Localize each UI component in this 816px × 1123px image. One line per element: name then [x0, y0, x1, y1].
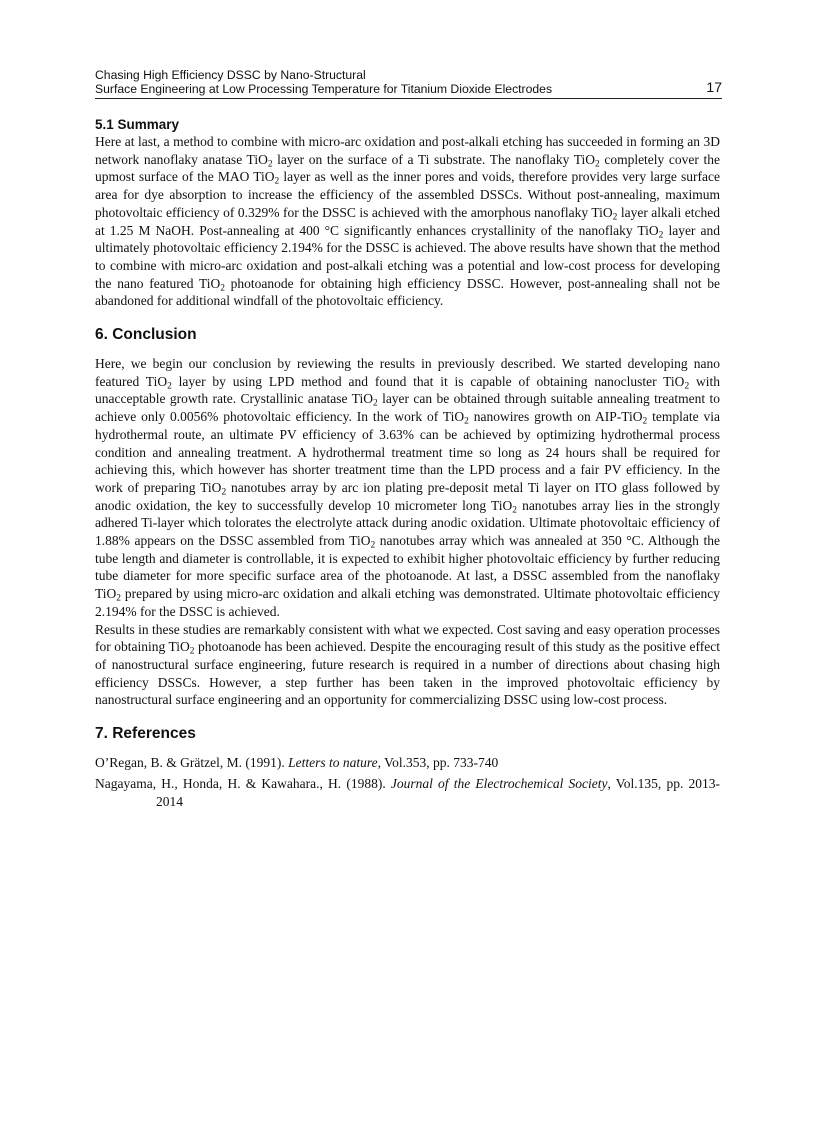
text-run: layer and ultimately photovoltaic efficiency 2.194% for the DSSC is achieved. The above results have shown that the method to combine with micro-arc oxidation and post-alkali etching was a potential and low-cost process for developing the nano featured TiO — [95, 222, 720, 291]
text-run: template via hydrothermal route, an ultimate PV efficiency of 3.63% can be achieved by optimizing hydrothermal process condition and annealing treatment. A hydrothermal treatment time so long as 24 hours shall be required for achieving this, which however has shorter treatment time than the LPD process and a fair PV efficiency. In the work of preparing TiO — [95, 409, 720, 495]
subscript: 2 — [684, 381, 690, 392]
text-run: nanotubes array which was annealed at 350 °C. Although the tube length and diameter is controllable, it is expected to exhibit higher photovoltaic efficiency by further reducing tube diameter for more specific surface area of the photoanode. At last, a DSSC assembled from the nanoflaky TiO — [95, 533, 720, 602]
text-run: nanowires growth on AIP-TiO — [468, 409, 643, 425]
text-run: photoanode for obtaining high efficiency DSSC. However, post-annealing shall not be abandoned for additional windfall of the photovoltaic efficiency. — [95, 275, 720, 309]
reference-authors: Nagayama, H., Honda, H. & Kawahara., H. (1988). — [95, 775, 391, 791]
text-run: layer as well as the inner pores and voids, therefore provides very large surface area for dye absorption to increase the efficiency of the assembled DSSCs. Without post-annealing, maximum photovoltaic efficiency of 0.329% for the DSSC is achieved with the amorphous nanoflaky TiO — [95, 169, 720, 220]
text-run: Here at last, a method to combine with micro-arc oxidation and post-alkali etching has succeeded in forming an 3D network nanoflaky anatase TiO — [95, 134, 720, 167]
text-run: layer can be obtained through suitable annealing treatment to achieve only 0.0056% photovoltaic efficiency. In the work of TiO — [95, 391, 721, 425]
running-header — [95, 68, 722, 96]
text-run: layer on the surface of a Ti substrate. The nanoflaky TiO — [272, 151, 595, 167]
conclusion-paragraph-1 — [95, 355, 720, 621]
reference-details: , Vol.135, pp. 2013-2014 — [156, 775, 720, 809]
text-run: Results in these studies are remarkably consistent with what we expected. Cost saving and easy operation processes for obtaining TiO — [95, 621, 720, 655]
text-run: nanotubes array lies in the strongly adhered Ti-layer which tolorates the electrolyte attack during anodic oxidation. Ultimate photovoltaic efficiency of 1.88% appears on the DSSC assembled from TiO — [95, 497, 720, 549]
header-rule — [95, 98, 722, 99]
running-title-line-1: Chasing High Efficiency DSSC by Nano-Structural — [95, 68, 366, 82]
subscript: 2 — [464, 416, 469, 427]
subscript: 2 — [221, 487, 227, 498]
reference-journal: Letters to nature — [288, 755, 378, 771]
text-run: prepared by using micro-arc oxidation and alkali etching was demonstrated. Ultimate photovoltaic efficiency 2.194% for the DSSC is achieved. — [95, 586, 720, 619]
summary-paragraph — [95, 133, 720, 310]
subscript: 2 — [658, 229, 664, 240]
section-heading-conclusion: 6. Conclusion — [95, 326, 197, 344]
section-heading-summary: 5.1 Summary — [95, 117, 180, 132]
reference-details: , Vol.353, pp. 733-740 — [377, 755, 499, 771]
text-run: with unacceptable growth rate. Crystallinic anatase TiO — [95, 373, 720, 407]
text-run: photoanode has been achieved. Despite the encouraging result of this study as the positive effect of nanostructural surface engineering, future research is required in a number of directions about chasing high efficiency DSSCs. However, a step further has been taken in the improved photovoltaic efficiency by nanostructural surface engineering and an opportunity for commercializing DSSC using low-cost process. — [95, 639, 721, 708]
text-run: completely cover the upmost surface of the MAO TiO — [95, 151, 721, 185]
page-number: 17 — [706, 79, 722, 95]
subscript: 2 — [594, 159, 600, 170]
text-run: nanotubes array by arc ion plating pre-deposit metal Ti layer on ITO glass followed by anodic oxidation, the key to successfully develop 10 micrometer long TiO — [95, 479, 720, 513]
text-run: Here, we begin our conclusion by reviewing the results in previously described. We started developing nano featured TiO — [95, 356, 720, 389]
subscript: 2 — [612, 212, 618, 223]
conclusion-paragraph-2 — [95, 621, 720, 710]
subscript: 2 — [167, 381, 172, 392]
subscript: 2 — [512, 505, 517, 516]
reference-journal: Journal of the Electrochemical Society — [390, 775, 608, 791]
subscript: 2 — [642, 416, 648, 427]
reference-item — [95, 775, 720, 810]
section-heading-references: 7. References — [95, 725, 196, 743]
main-content — [95, 116, 720, 813]
running-title-line-2: Surface Engineering at Low Processing Temperature for Titanium Dioxide Electrodes — [95, 82, 553, 96]
reference-authors: O’Regan, B. & Grätzel, M. (1991). — [95, 755, 289, 771]
reference-item — [95, 754, 720, 772]
subscript: 2 — [370, 540, 376, 551]
subscript: 2 — [189, 646, 195, 657]
subscript: 2 — [267, 159, 273, 170]
subscript: 2 — [274, 176, 280, 187]
subscript: 2 — [220, 282, 225, 293]
text-run: layer alkali etched at 1.25 M NaOH. Post-annealing at 400 °C significantly enhances crystallinity of the nanoflaky TiO — [95, 204, 720, 238]
subscript: 2 — [372, 398, 378, 409]
subscript: 2 — [116, 593, 121, 604]
text-run: layer by using LPD method and found that it is capable of obtaining nanocluster TiO — [171, 373, 685, 389]
